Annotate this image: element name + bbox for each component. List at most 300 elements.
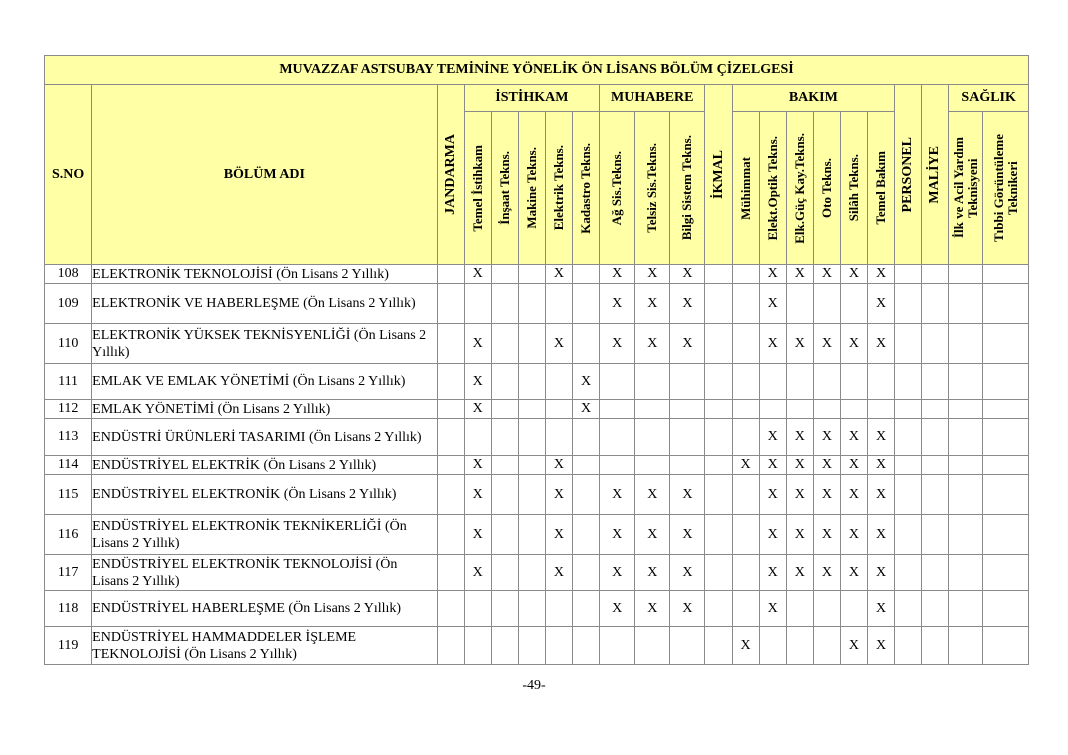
mark-cell bbox=[732, 419, 759, 456]
mark-cell: X bbox=[545, 475, 572, 515]
maliye-header: MALİYE bbox=[922, 85, 949, 265]
mark-cell bbox=[705, 555, 732, 591]
mark-cell bbox=[949, 364, 983, 400]
mark-cell: X bbox=[813, 419, 840, 456]
mark-cell bbox=[464, 591, 491, 627]
mark-cell bbox=[491, 515, 518, 555]
mark-cell bbox=[573, 591, 600, 627]
mark-cell bbox=[670, 456, 705, 475]
mark-cell bbox=[786, 400, 813, 419]
mark-cell bbox=[518, 515, 545, 555]
mark-cell bbox=[573, 265, 600, 284]
mark-cell: X bbox=[786, 475, 813, 515]
mark-cell: X bbox=[600, 265, 635, 284]
mark-cell bbox=[670, 627, 705, 665]
mark-cell bbox=[437, 591, 464, 627]
mark-cell: X bbox=[464, 400, 491, 419]
mark-cell: X bbox=[464, 364, 491, 400]
bakim-group-header: BAKIM bbox=[732, 85, 895, 112]
mark-cell: X bbox=[786, 515, 813, 555]
mark-cell: X bbox=[464, 456, 491, 475]
mark-cell: X bbox=[786, 555, 813, 591]
mark-cell bbox=[635, 364, 670, 400]
department-name: ENDÜSTRİYEL HABERLEŞME (Ön Lisans 2 Yıllık) bbox=[92, 591, 437, 627]
table-row bbox=[45, 265, 1029, 284]
table-row bbox=[45, 475, 1029, 515]
istihkam-group-header: İSTİHKAM bbox=[464, 85, 599, 112]
mark-cell: X bbox=[868, 265, 895, 284]
row-number: 113 bbox=[45, 419, 92, 456]
table-row bbox=[45, 284, 1029, 324]
mark-cell bbox=[983, 627, 1029, 665]
mark-cell bbox=[705, 419, 732, 456]
mark-cell: X bbox=[573, 364, 600, 400]
mark-cell bbox=[895, 284, 922, 324]
mark-cell bbox=[813, 400, 840, 419]
table-row bbox=[45, 555, 1029, 591]
mark-cell: X bbox=[600, 555, 635, 591]
mark-cell bbox=[437, 284, 464, 324]
mark-cell: X bbox=[840, 515, 867, 555]
mark-cell: X bbox=[600, 591, 635, 627]
mark-cell bbox=[840, 591, 867, 627]
mark-cell: X bbox=[868, 419, 895, 456]
mark-cell: X bbox=[600, 324, 635, 364]
mark-cell bbox=[895, 456, 922, 475]
mark-cell bbox=[983, 364, 1029, 400]
mark-cell bbox=[983, 284, 1029, 324]
mark-cell bbox=[437, 627, 464, 665]
mark-cell bbox=[813, 364, 840, 400]
mark-cell: X bbox=[545, 515, 572, 555]
table-row bbox=[45, 324, 1029, 364]
mark-cell bbox=[635, 400, 670, 419]
sub-header-kadastro: Kadastro Tekns. bbox=[573, 112, 600, 265]
mark-cell bbox=[518, 324, 545, 364]
row-number: 119 bbox=[45, 627, 92, 665]
mark-cell bbox=[732, 284, 759, 324]
page-number: -49- bbox=[522, 678, 546, 693]
table-row bbox=[45, 456, 1029, 475]
mark-cell bbox=[545, 284, 572, 324]
mark-cell: X bbox=[759, 475, 786, 515]
mark-cell bbox=[922, 555, 949, 591]
mark-cell bbox=[635, 627, 670, 665]
mark-cell bbox=[895, 400, 922, 419]
mark-cell: X bbox=[759, 284, 786, 324]
personel-header: PERSONEL bbox=[895, 85, 922, 265]
sub-header-silah: Silâh Tekns. bbox=[840, 112, 867, 265]
mark-cell bbox=[437, 555, 464, 591]
mark-cell bbox=[600, 627, 635, 665]
mark-cell bbox=[732, 555, 759, 591]
mark-cell: X bbox=[759, 324, 786, 364]
mark-cell bbox=[786, 627, 813, 665]
mark-cell: X bbox=[868, 515, 895, 555]
mark-cell: X bbox=[813, 475, 840, 515]
mark-cell bbox=[437, 419, 464, 456]
mark-cell bbox=[705, 627, 732, 665]
mark-cell: X bbox=[464, 265, 491, 284]
department-name: ENDÜSTRİYEL ELEKTRONİK TEKNOLOJİSİ (Ön Lisans 2 Yıllık) bbox=[92, 555, 437, 591]
mark-cell bbox=[491, 591, 518, 627]
mark-cell bbox=[573, 515, 600, 555]
mark-cell bbox=[983, 419, 1029, 456]
mark-cell bbox=[949, 475, 983, 515]
mark-cell bbox=[437, 265, 464, 284]
department-name: ENDÜSTRİ ÜRÜNLERİ TASARIMI (Ön Lisans 2 Yıllık) bbox=[92, 419, 437, 456]
mark-cell bbox=[949, 515, 983, 555]
mark-cell bbox=[518, 400, 545, 419]
mark-cell bbox=[895, 364, 922, 400]
mark-cell bbox=[705, 324, 732, 364]
mark-cell bbox=[545, 627, 572, 665]
mark-cell: X bbox=[813, 555, 840, 591]
mark-cell bbox=[868, 364, 895, 400]
table-body bbox=[45, 265, 1029, 665]
mark-cell bbox=[491, 284, 518, 324]
mark-cell bbox=[922, 400, 949, 419]
mark-cell bbox=[518, 555, 545, 591]
table-row bbox=[45, 591, 1029, 627]
mark-cell bbox=[705, 284, 732, 324]
mark-cell bbox=[573, 456, 600, 475]
mark-cell: X bbox=[813, 515, 840, 555]
mark-cell bbox=[983, 324, 1029, 364]
mark-cell: X bbox=[600, 475, 635, 515]
mark-cell bbox=[949, 265, 983, 284]
mark-cell bbox=[922, 419, 949, 456]
mark-cell bbox=[922, 591, 949, 627]
mark-cell: X bbox=[840, 555, 867, 591]
sno-header: S.NO bbox=[45, 85, 92, 265]
mark-cell bbox=[437, 364, 464, 400]
mark-cell bbox=[983, 400, 1029, 419]
mark-cell: X bbox=[868, 555, 895, 591]
mark-cell bbox=[437, 515, 464, 555]
sub-header-muhimmat: Mühimmat bbox=[732, 112, 759, 265]
mark-cell bbox=[545, 419, 572, 456]
mark-cell bbox=[705, 515, 732, 555]
mark-cell bbox=[635, 419, 670, 456]
mark-cell: X bbox=[670, 284, 705, 324]
mark-cell: X bbox=[868, 475, 895, 515]
mark-cell bbox=[705, 265, 732, 284]
mark-cell bbox=[732, 364, 759, 400]
mark-cell: X bbox=[813, 456, 840, 475]
mark-cell: X bbox=[670, 265, 705, 284]
mark-cell: X bbox=[868, 627, 895, 665]
mark-cell: X bbox=[600, 515, 635, 555]
mark-cell bbox=[983, 456, 1029, 475]
mark-cell bbox=[600, 456, 635, 475]
row-number: 115 bbox=[45, 475, 92, 515]
sub-header-bilgi-sistem: Bilgi Sistem Tekns. bbox=[670, 112, 705, 265]
mark-cell bbox=[949, 284, 983, 324]
department-name: ELEKTRONİK TEKNOLOJİSİ (Ön Lisans 2 Yıllık) bbox=[92, 265, 437, 284]
row-number: 118 bbox=[45, 591, 92, 627]
jandarma-header: JANDARMA bbox=[437, 85, 464, 265]
mark-cell bbox=[759, 627, 786, 665]
table-row bbox=[45, 627, 1029, 665]
sub-header-tibbi-goruntuleme: Tıbbi Görüntüleme Teknikeri bbox=[983, 112, 1029, 265]
mark-cell: X bbox=[840, 456, 867, 475]
mark-cell: X bbox=[670, 475, 705, 515]
mark-cell bbox=[705, 456, 732, 475]
mark-cell bbox=[949, 419, 983, 456]
row-number: 114 bbox=[45, 456, 92, 475]
mark-cell bbox=[573, 475, 600, 515]
mark-cell bbox=[491, 475, 518, 515]
mark-cell: X bbox=[635, 475, 670, 515]
sub-header-ilk-acil-yardim: İlk ve Acil Yardım Teknisyeni bbox=[949, 112, 983, 265]
mark-cell: X bbox=[786, 324, 813, 364]
table-row bbox=[45, 419, 1029, 456]
mark-cell: X bbox=[759, 515, 786, 555]
mark-cell bbox=[600, 419, 635, 456]
mark-cell bbox=[464, 284, 491, 324]
mark-cell: X bbox=[868, 456, 895, 475]
sub-header-insaat: İnşaat Tekns. bbox=[491, 112, 518, 265]
mark-cell bbox=[840, 400, 867, 419]
mark-cell bbox=[518, 591, 545, 627]
sub-header-telsiz-sis: Telsiz Sis.Tekns. bbox=[635, 112, 670, 265]
mark-cell bbox=[491, 324, 518, 364]
department-name: ENDÜSTRİYEL ELEKTRİK (Ön Lisans 2 Yıllık) bbox=[92, 456, 437, 475]
mark-cell bbox=[949, 627, 983, 665]
row-number: 110 bbox=[45, 324, 92, 364]
mark-cell: X bbox=[545, 324, 572, 364]
department-name: ELEKTRONİK YÜKSEK TEKNİSYENLİĞİ (Ön Lisans 2 Yıllık) bbox=[92, 324, 437, 364]
mark-cell bbox=[895, 555, 922, 591]
mark-cell bbox=[922, 324, 949, 364]
row-number: 117 bbox=[45, 555, 92, 591]
mark-cell: X bbox=[670, 591, 705, 627]
mark-cell bbox=[518, 627, 545, 665]
mark-cell: X bbox=[868, 284, 895, 324]
mark-cell: X bbox=[635, 555, 670, 591]
mark-cell bbox=[705, 591, 732, 627]
mark-cell bbox=[922, 515, 949, 555]
department-name: ELEKTRONİK VE HABERLEŞME (Ön Lisans 2 Yıllık) bbox=[92, 284, 437, 324]
mark-cell bbox=[545, 364, 572, 400]
mark-cell bbox=[786, 284, 813, 324]
mark-cell: X bbox=[840, 265, 867, 284]
row-number: 109 bbox=[45, 284, 92, 324]
mark-cell bbox=[491, 419, 518, 456]
mark-cell bbox=[868, 400, 895, 419]
sub-header-oto: Oto Tekns. bbox=[813, 112, 840, 265]
mark-cell bbox=[705, 364, 732, 400]
mark-cell bbox=[437, 475, 464, 515]
mark-cell bbox=[732, 591, 759, 627]
mark-cell: X bbox=[464, 475, 491, 515]
sub-header-temel-bakim: Temel Bakım bbox=[868, 112, 895, 265]
mark-cell bbox=[732, 265, 759, 284]
mark-cell bbox=[922, 284, 949, 324]
mark-cell bbox=[983, 555, 1029, 591]
mark-cell bbox=[491, 364, 518, 400]
mark-cell bbox=[732, 324, 759, 364]
table-row bbox=[45, 400, 1029, 419]
department-name: ENDÜSTRİYEL ELEKTRONİK TEKNİKERLİĞİ (Ön Lisans 2 Yıllık) bbox=[92, 515, 437, 555]
mark-cell: X bbox=[759, 555, 786, 591]
mark-cell bbox=[895, 591, 922, 627]
bolum-adi-header: BÖLÜM ADI bbox=[92, 85, 437, 265]
mark-cell bbox=[518, 456, 545, 475]
mark-cell: X bbox=[786, 265, 813, 284]
mark-cell bbox=[545, 591, 572, 627]
mark-cell bbox=[813, 284, 840, 324]
mark-cell bbox=[705, 400, 732, 419]
mark-cell: X bbox=[732, 627, 759, 665]
mark-cell: X bbox=[545, 265, 572, 284]
mark-cell bbox=[922, 265, 949, 284]
mark-cell: X bbox=[840, 627, 867, 665]
mark-cell bbox=[983, 475, 1029, 515]
sub-header-elektrik: Elektrik Tekns. bbox=[545, 112, 572, 265]
mark-cell bbox=[437, 456, 464, 475]
mark-cell bbox=[670, 400, 705, 419]
ikmal-header: İKMAL bbox=[705, 85, 732, 265]
mark-cell bbox=[895, 265, 922, 284]
mark-cell bbox=[732, 475, 759, 515]
mark-cell bbox=[600, 400, 635, 419]
mark-cell bbox=[840, 364, 867, 400]
mark-cell: X bbox=[635, 284, 670, 324]
mark-cell: X bbox=[759, 419, 786, 456]
mark-cell: X bbox=[545, 555, 572, 591]
mark-cell: X bbox=[840, 475, 867, 515]
mark-cell: X bbox=[464, 515, 491, 555]
mark-cell: X bbox=[732, 456, 759, 475]
mark-cell bbox=[983, 265, 1029, 284]
mark-cell bbox=[705, 475, 732, 515]
mark-cell: X bbox=[759, 265, 786, 284]
sub-header-elekt-optik: Elekt.Optik Tekns. bbox=[759, 112, 786, 265]
mark-cell bbox=[949, 400, 983, 419]
mark-cell bbox=[437, 324, 464, 364]
mark-cell bbox=[573, 627, 600, 665]
mark-cell bbox=[949, 456, 983, 475]
mark-cell bbox=[464, 419, 491, 456]
mark-cell: X bbox=[840, 419, 867, 456]
department-name: ENDÜSTRİYEL HAMMADDELER İŞLEME TEKNOLOJİSİ (Ön Lisans 2 Yıllık) bbox=[92, 627, 437, 665]
mark-cell bbox=[949, 555, 983, 591]
mark-cell bbox=[573, 555, 600, 591]
saglik-group-header: SAĞLIK bbox=[949, 85, 1029, 112]
mark-cell bbox=[573, 324, 600, 364]
mark-cell: X bbox=[635, 591, 670, 627]
mark-cell: X bbox=[600, 284, 635, 324]
mark-cell: X bbox=[670, 515, 705, 555]
mark-cell: X bbox=[868, 591, 895, 627]
mark-cell: X bbox=[868, 324, 895, 364]
mark-cell: X bbox=[670, 324, 705, 364]
mark-cell bbox=[518, 265, 545, 284]
mark-cell bbox=[491, 627, 518, 665]
mark-cell bbox=[491, 400, 518, 419]
mark-cell bbox=[895, 419, 922, 456]
mark-cell bbox=[949, 591, 983, 627]
mark-cell bbox=[895, 515, 922, 555]
mark-cell bbox=[491, 456, 518, 475]
mark-cell bbox=[437, 400, 464, 419]
row-number: 108 bbox=[45, 265, 92, 284]
mark-cell bbox=[518, 364, 545, 400]
mark-cell bbox=[786, 591, 813, 627]
department-name: ENDÜSTRİYEL ELEKTRONİK (Ön Lisans 2 Yıllık) bbox=[92, 475, 437, 515]
mark-cell bbox=[983, 591, 1029, 627]
table-row bbox=[45, 364, 1029, 400]
mark-cell: X bbox=[545, 456, 572, 475]
mark-cell: X bbox=[786, 419, 813, 456]
mark-cell bbox=[922, 364, 949, 400]
mark-cell bbox=[732, 400, 759, 419]
mark-cell bbox=[464, 627, 491, 665]
mark-cell bbox=[670, 419, 705, 456]
mark-cell bbox=[545, 400, 572, 419]
mark-cell bbox=[922, 627, 949, 665]
mark-cell: X bbox=[759, 456, 786, 475]
mark-cell: X bbox=[464, 555, 491, 591]
mark-cell: X bbox=[573, 400, 600, 419]
mark-cell bbox=[573, 419, 600, 456]
mark-cell: X bbox=[635, 324, 670, 364]
mark-cell bbox=[840, 284, 867, 324]
mark-cell bbox=[895, 627, 922, 665]
mark-cell bbox=[813, 591, 840, 627]
mark-cell: X bbox=[635, 265, 670, 284]
mark-cell bbox=[922, 456, 949, 475]
mark-cell bbox=[491, 555, 518, 591]
mark-cell bbox=[518, 419, 545, 456]
mark-cell bbox=[600, 364, 635, 400]
mark-cell: X bbox=[464, 324, 491, 364]
mark-cell: X bbox=[759, 591, 786, 627]
mark-cell bbox=[635, 456, 670, 475]
mark-cell bbox=[813, 627, 840, 665]
muhabere-group-header: MUHABERE bbox=[600, 85, 705, 112]
sub-header-elk-guc-kay: Elk.Güç Kay.Tekns. bbox=[786, 112, 813, 265]
department-chart-table bbox=[44, 55, 1029, 665]
mark-cell: X bbox=[840, 324, 867, 364]
mark-cell bbox=[518, 475, 545, 515]
mark-cell bbox=[983, 515, 1029, 555]
mark-cell bbox=[491, 265, 518, 284]
mark-cell bbox=[895, 475, 922, 515]
sub-header-temel-istihkam: Temel İstihkam bbox=[464, 112, 491, 265]
mark-cell: X bbox=[813, 265, 840, 284]
mark-cell: X bbox=[786, 456, 813, 475]
mark-cell bbox=[518, 284, 545, 324]
mark-cell: X bbox=[670, 555, 705, 591]
mark-cell bbox=[573, 284, 600, 324]
mark-cell bbox=[922, 475, 949, 515]
row-number: 111 bbox=[45, 364, 92, 400]
mark-cell bbox=[759, 364, 786, 400]
mark-cell bbox=[759, 400, 786, 419]
mark-cell bbox=[949, 324, 983, 364]
mark-cell bbox=[786, 364, 813, 400]
mark-cell bbox=[732, 515, 759, 555]
row-number: 112 bbox=[45, 400, 92, 419]
chart-title: MUVAZZAF ASTSUBAY TEMİNİNE YÖNELİK ÖN LİSANS BÖLÜM ÇİZELGESİ bbox=[45, 56, 1029, 85]
department-name: EMLAK YÖNETİMİ (Ön Lisans 2 Yıllık) bbox=[92, 400, 437, 419]
sub-header-makine: Makine Tekns. bbox=[518, 112, 545, 265]
department-name: EMLAK VE EMLAK YÖNETİMİ (Ön Lisans 2 Yıllık) bbox=[92, 364, 437, 400]
mark-cell: X bbox=[635, 515, 670, 555]
